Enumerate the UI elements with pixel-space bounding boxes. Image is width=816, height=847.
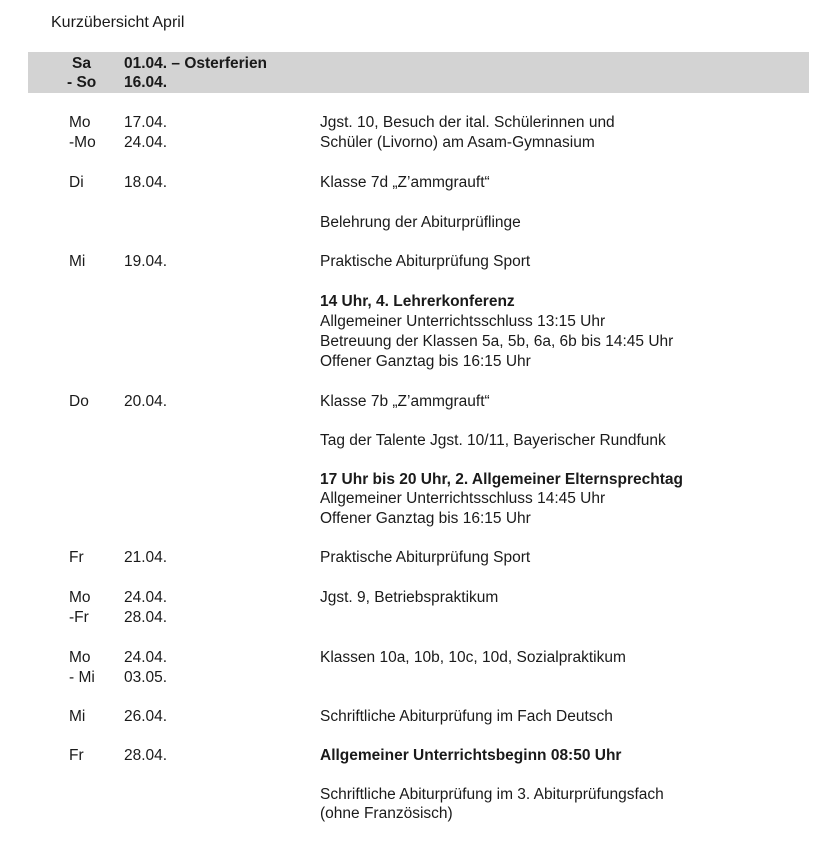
entry-description: Allgemeiner Unterrichtsschluss 14:45 Uhr <box>320 490 606 507</box>
banner-date-end: 16.04. <box>124 74 168 91</box>
entry-day: -Mo <box>69 134 96 151</box>
entry-description: Tag der Talente Jgst. 10/11, Bayerischer Rundfunk <box>320 432 666 449</box>
entry-description: Schüler (Livorno) am Asam-Gymnasium <box>320 134 595 151</box>
entry-date: 28.04. <box>124 747 168 764</box>
entry-date: 24.04. <box>124 589 168 606</box>
entry-day: Fr <box>69 747 84 764</box>
entry-date: 24.04. <box>124 649 168 666</box>
entry-description-bold: Allgemeiner Unterrichtsbeginn 08:50 Uhr <box>320 747 622 764</box>
entry-description-bold: 14 Uhr, 4. Lehrerkonferenz <box>320 293 515 310</box>
entry-date: 21.04. <box>124 549 168 566</box>
banner-date-start: 01.04. – Osterferien <box>124 55 268 72</box>
entry-date: 03.05. <box>124 669 168 686</box>
entry-description: Schriftliche Abiturprüfung im 3. Abiturprüfungsfach <box>320 786 664 803</box>
entry-day: Mi <box>69 253 86 270</box>
entry-day: Mo <box>69 589 91 606</box>
document-title: Kurzübersicht April <box>51 14 185 31</box>
entry-description: Belehrung der Abiturprüflinge <box>320 214 521 231</box>
entry-date: 28.04. <box>124 609 168 626</box>
entry-day: Mo <box>69 649 91 666</box>
entry-day: Di <box>69 174 84 191</box>
entry-description: Jgst. 9, Betriebspraktikum <box>320 589 499 606</box>
banner-day-end: - So <box>67 74 97 91</box>
entry-date: 19.04. <box>124 253 168 270</box>
entry-description: Klasse 7d „Z’ammgrauft“ <box>320 174 490 191</box>
banner-day-start: Sa <box>72 55 91 72</box>
entry-date: 20.04. <box>124 393 168 410</box>
entry-description: Offener Ganztag bis 16:15 Uhr <box>320 353 531 370</box>
entry-description: Jgst. 10, Besuch der ital. Schülerinnen und <box>320 114 615 131</box>
entry-date: 17.04. <box>124 114 168 131</box>
entry-date: 24.04. <box>124 134 168 151</box>
entry-description: Schriftliche Abiturprüfung im Fach Deutsch <box>320 708 613 725</box>
entry-description: Klassen 10a, 10b, 10c, 10d, Sozialpraktikum <box>320 649 626 666</box>
entry-description: Klasse 7b „Z’ammgrauft“ <box>320 393 490 410</box>
entry-date: 18.04. <box>124 174 168 191</box>
entry-date: 26.04. <box>124 708 168 725</box>
entry-description: Allgemeiner Unterrichtsschluss 13:15 Uhr <box>320 313 606 330</box>
entry-day: Do <box>69 393 89 410</box>
entry-description: (ohne Französisch) <box>320 805 453 822</box>
entry-day: -Fr <box>69 609 89 626</box>
entry-description: Betreuung der Klassen 5a, 5b, 6a, 6b bis 14:45 Uhr <box>320 333 674 350</box>
entry-description: Praktische Abiturprüfung Sport <box>320 549 531 566</box>
entry-description: Offener Ganztag bis 16:15 Uhr <box>320 510 531 527</box>
entry-day: - Mi <box>69 669 95 686</box>
entry-description-bold: 17 Uhr bis 20 Uhr, 2. Allgemeiner Elternsprechtag <box>320 471 683 488</box>
entry-day: Mo <box>69 114 91 131</box>
entry-description: Praktische Abiturprüfung Sport <box>320 253 531 270</box>
entry-day: Fr <box>69 549 84 566</box>
entry-day: Mi <box>69 708 86 725</box>
